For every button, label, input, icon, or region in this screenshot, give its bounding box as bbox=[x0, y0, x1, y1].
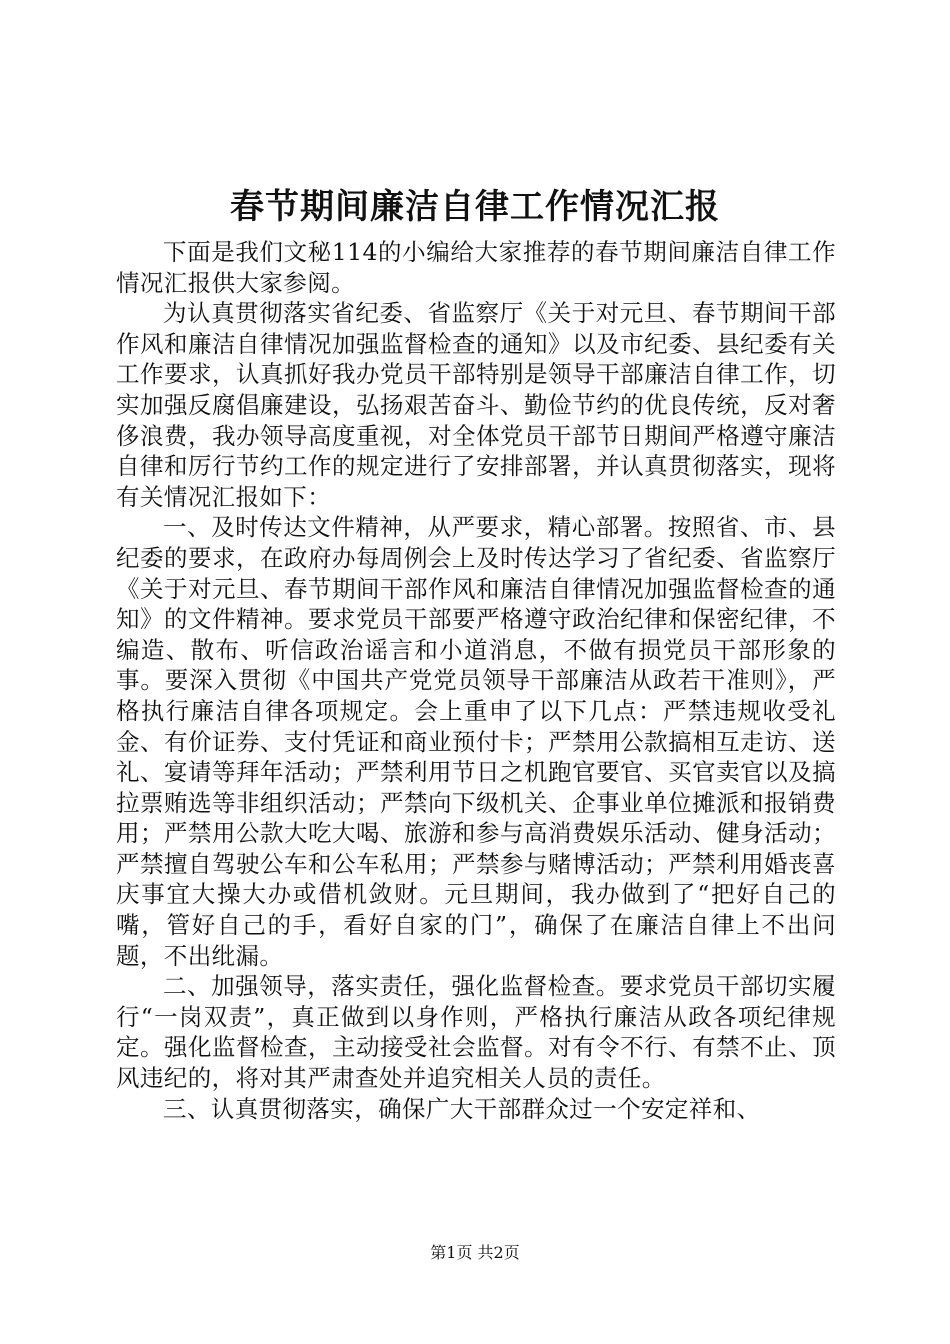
paragraph-section-3: 三、认真贯彻落实，确保广大干部群众过一个安定祥和、 bbox=[163, 1094, 761, 1123]
document-body bbox=[116, 237, 836, 1124]
paragraph-section-2: 二、加强领导，落实责任，强化监督检查。要求党员干部切实履行“一岗双责”，真正做到以身作则，严格执行廉洁从政各项纪律规定。强化监督检查，主动接受社会监督。对有令不行、有禁不止、顶风违纪的，将对其严肃查处并追究相关人员的责任。 bbox=[116, 972, 836, 1093]
paragraph-intro: 下面是我们文秘114的小编给大家推荐的春节期间廉洁自律工作情况汇报供大家参阅。 bbox=[116, 238, 836, 297]
paragraph-background: 为认真贯彻落实省纪委、省监察厅《关于对元旦、春节期间干部作风和廉洁自律情况加强监督检查的通知》以及市纪委、县纪委有关工作要求，认真抓好我办党员干部特别是领导干部廉洁自律工作，切实加强反腐倡廉建设，弘扬艰苦奋斗、勤俭节约的优良传统，反对奢侈浪费，我办领导高度重视，对全体党员干部节日期间严格遵守廉洁自律和厉行节约工作的规定进行了安排部署，并认真贯彻落实，现将有关情况汇报如下： bbox=[116, 299, 836, 511]
document-title: 春节期间廉洁自律工作情况汇报 bbox=[230, 187, 720, 227]
paragraph-section-1: 一、及时传达文件精神，从严要求，精心部署。按照省、市、县纪委的要求，在政府办每周例会上及时传达学习了省纪委、省监察厅《关于对元旦、春节期间干部作风和廉洁自律情况加强监督检查的通知》的文件精神。要求党员干部要严格遵守政治纪律和保密纪律，不编造、散布、听信政治谣言和小道消息，不做有损党员干部形象的事。要深入贯彻《中国共产党党员领导干部廉洁从政若干准则》，严格执行廉洁自律各项规定。会上重申了以下几点：严禁违规收受礼金、有价证券、支付凭证和商业预付卡；严禁用公款搞相互走访、送礼、宴请等拜年活动；严禁利用节日之机跑官要官、买官卖官以及搞拉票贿选等非组织活动；严禁向下级机关、企事业单位摊派和报销费用；严禁用公款大吃大喝、旅游和参与高消费娱乐活动、健身活动；严禁擅自驾驶公车和公车私用；严禁参与赌博活动；严禁利用婚丧喜庆事宜大操大办或借机敛财。元旦期间，我办做到了“把好自己的嘴，管好自己的手，看好自家的门”，确保了在廉洁自律上不出问题，不出纰漏。 bbox=[116, 513, 836, 970]
page-number-footer: 第1页 共2页 bbox=[430, 1243, 520, 1262]
